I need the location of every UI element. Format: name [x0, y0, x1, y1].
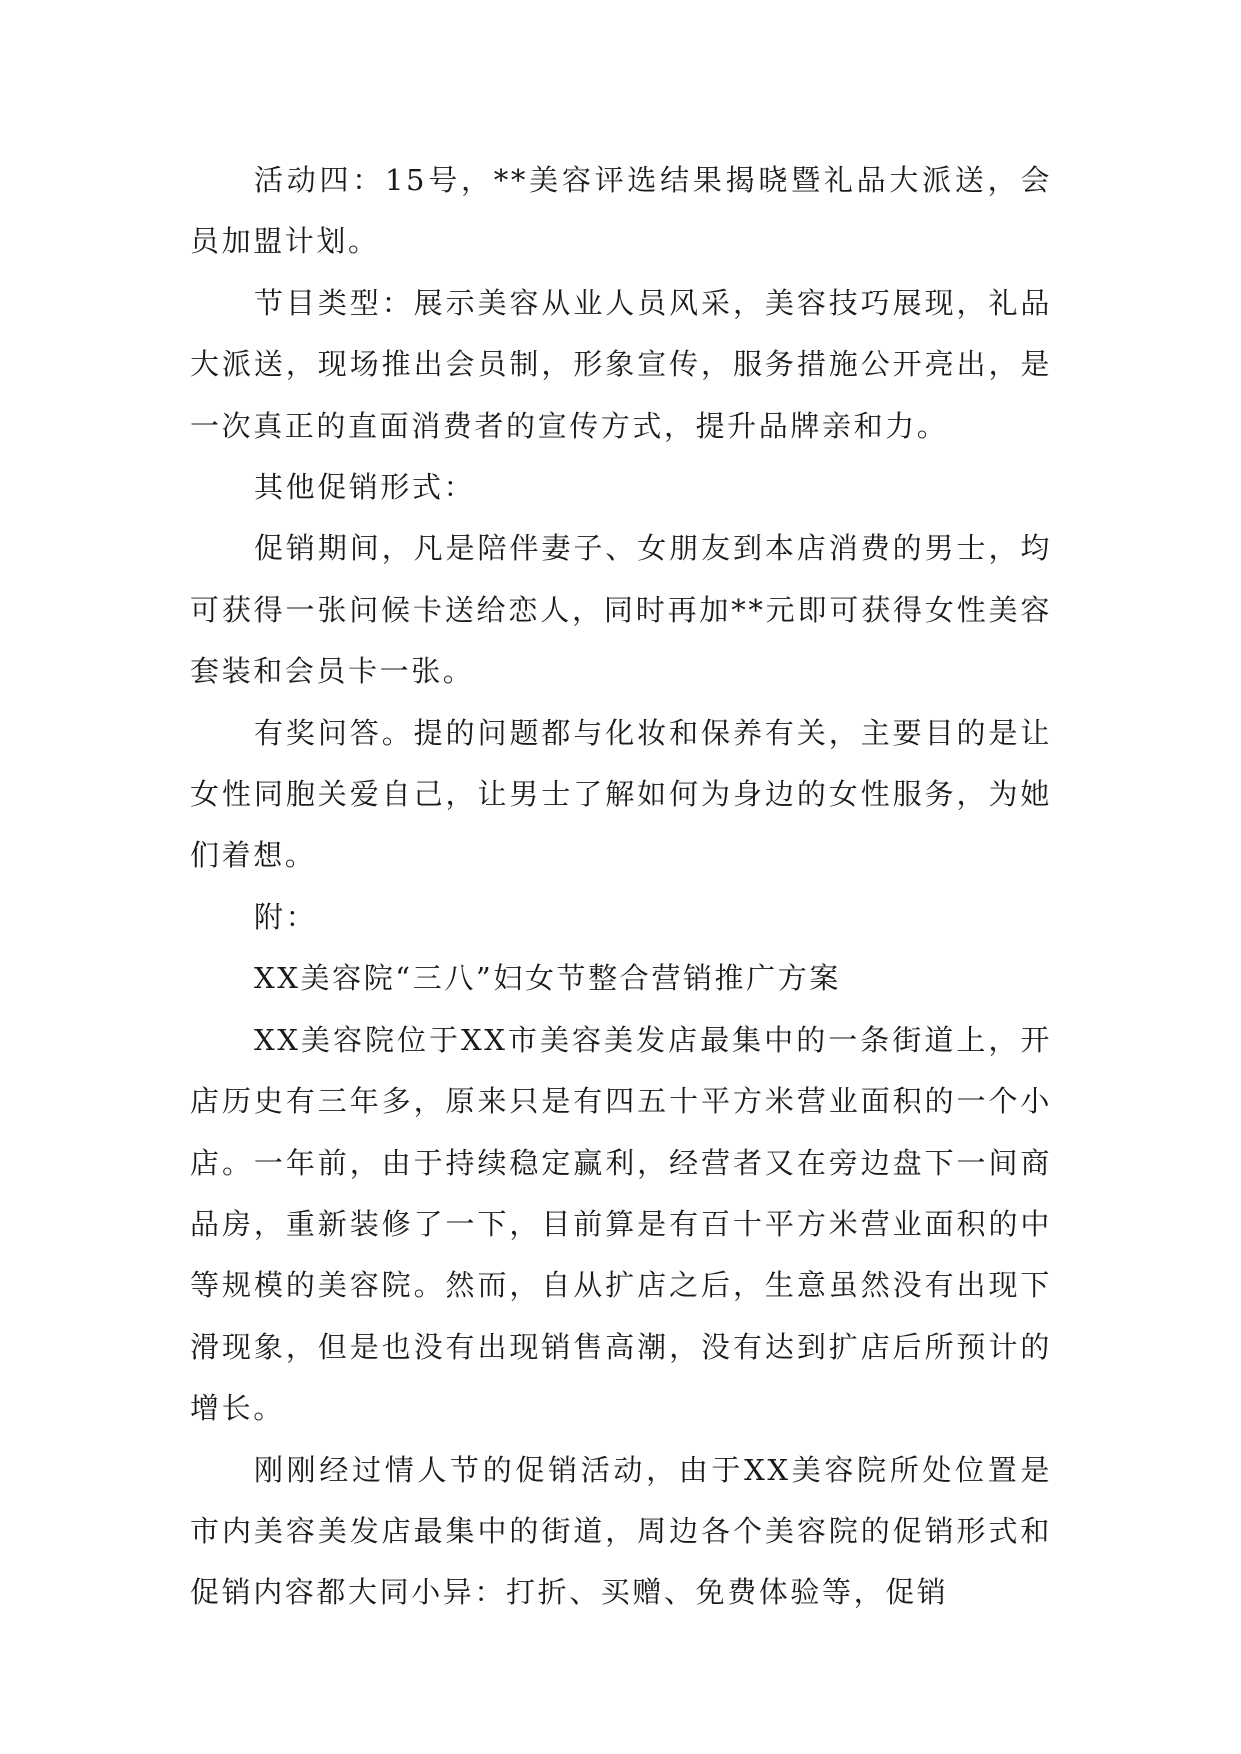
paragraph-appendix-label: 附：	[254, 899, 318, 934]
paragraph-promotion-period: 促销期间，凡是陪伴妻子、女朋友到本店消费的男士，均可获得一张问候卡送给恋人，同时再加**元即可获得女性美容套装和会员卡一张。	[190, 531, 1052, 689]
paragraph-program-type: 节目类型：展示美容从业人员风采，美容技巧展现，礼品大派送，现场推出会员制，形象宣传，服务措施公开亮出，是一次真正的直面消费者的宣传方式，提升品牌亲和力。	[190, 285, 1052, 443]
paragraph-plan-title: XX美容院“三八”妇女节整合营销推广方案	[254, 961, 841, 996]
paragraph-quiz: 有奖问答。提的问题都与化妆和保养有关，主要目的是让女性同胞关爱自己，让男士了解如何为身边的女性服务，为她们着想。	[190, 715, 1052, 873]
paragraph-activity-four: 活动四：15号，**美容评选结果揭晓暨礼品大派送，会员加盟计划。	[190, 163, 1052, 259]
paragraph-salon-background: XX美容院位于XX市美容美发店最集中的一条街道上，开店历史有三年多，原来只是有四五十平方米营业面积的一个小店。一年前，由于持续稳定赢利，经营者又在旁边盘下一间商品房，重新装修了一下，目前算是有百十平方米营业面积的中等规模的美容院。然而，自从扩店之后，生意虽然没有出现下滑现象，但是也没有出现销售高潮，没有达到扩店后所预计的增长。	[190, 1022, 1052, 1426]
paragraph-other-promotions-heading: 其他促销形式：	[254, 470, 476, 505]
document-page	[190, 150, 1052, 1624]
paragraph-valentine-promotion: 刚刚经过情人节的促销活动，由于XX美容院所处位置是市内美容美发店最集中的街道，周边各个美容院的促销形式和促销内容都大同小异：打折、买赠、免费体验等，促销	[190, 1452, 1052, 1610]
